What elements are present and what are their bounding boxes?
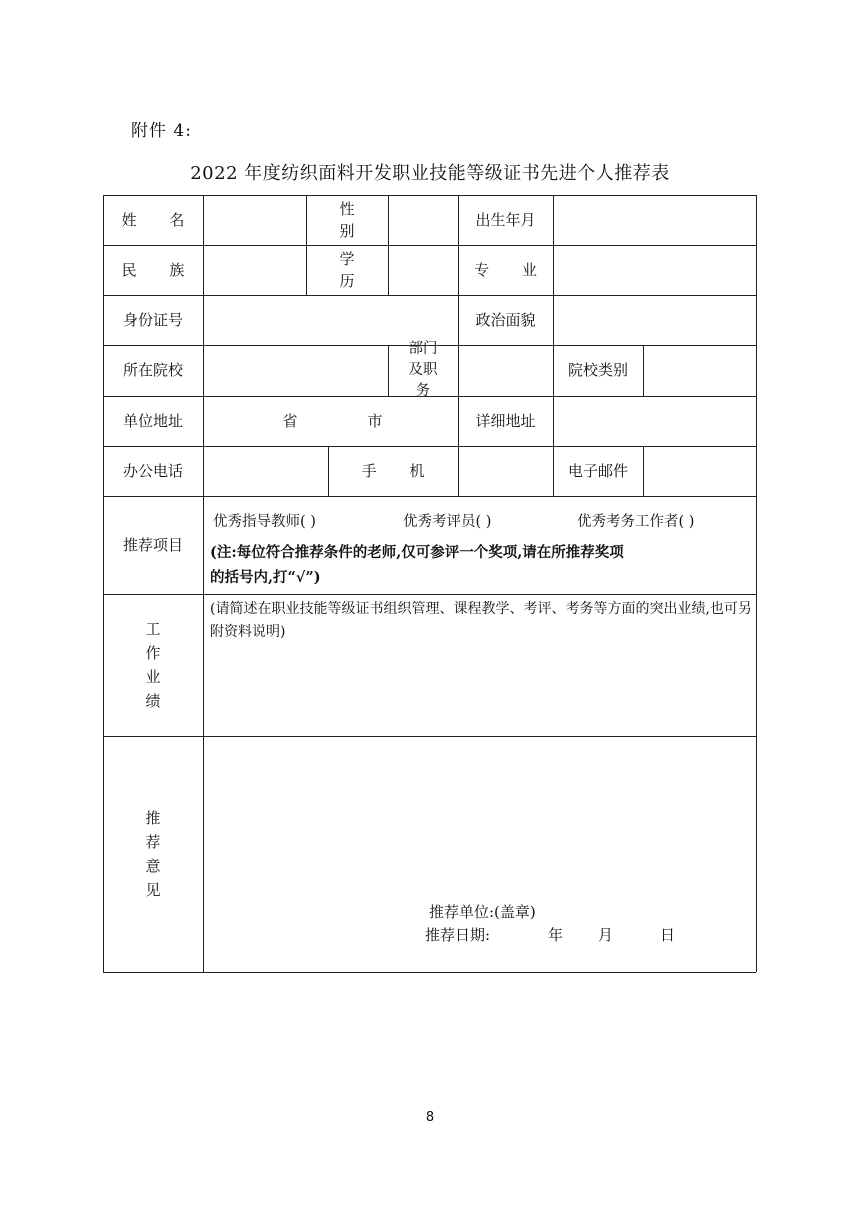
mobile-label: 手 机	[361, 461, 439, 480]
recommend-date-label: 推荐日期:	[425, 926, 491, 944]
birth-label: 出生年月	[475, 210, 536, 229]
detail-address-label: 详细地址	[475, 411, 536, 430]
table-border-right	[756, 195, 757, 972]
page-number: 8	[425, 1110, 435, 1125]
id-number-label: 身份证号	[122, 310, 183, 329]
table-border-bottom	[103, 972, 756, 973]
school-field[interactable]	[203, 345, 388, 396]
opinion-label: 推荐意见	[145, 809, 161, 899]
email-field[interactable]	[643, 446, 756, 496]
education-label: 学 历	[339, 249, 369, 290]
office-phone-label: 办公电话	[122, 461, 183, 480]
province-label: 省	[282, 411, 298, 430]
email-label: 电子邮件	[567, 461, 628, 480]
achievement-label: 工作业绩	[145, 620, 161, 710]
recommend-note-line1: (注:每位符合推荐条件的老师,仅可参评一个奖项,请在所推荐奖项	[210, 544, 624, 561]
politics-field[interactable]	[553, 295, 756, 345]
mobile-field[interactable]	[458, 446, 553, 496]
id-number-field[interactable]	[203, 295, 458, 345]
name-field[interactable]	[203, 195, 306, 245]
attachment-label: 附件 4:	[131, 121, 192, 141]
option-outstanding-affairs[interactable]: 优秀考务工作者( )	[577, 514, 695, 530]
gender-label: 性 别	[339, 199, 369, 240]
school-label: 所在院校	[122, 361, 183, 380]
address-label: 单位地址	[122, 411, 183, 430]
name-label: 姓 名	[121, 210, 199, 229]
ethnicity-field[interactable]	[203, 245, 306, 295]
school-type-field[interactable]	[643, 345, 756, 396]
office-phone-field[interactable]	[203, 446, 328, 496]
recommend-label: 推荐项目	[122, 535, 183, 554]
detail-address-field[interactable]	[553, 396, 756, 446]
option-outstanding-evaluator[interactable]: 优秀考评员( )	[403, 514, 492, 530]
major-label: 专 业	[474, 260, 551, 279]
school-type-label: 院校类别	[567, 361, 628, 380]
recommend-note-line2: 的括号内,打“√”)	[210, 569, 321, 586]
gender-field[interactable]	[388, 195, 458, 245]
birth-field[interactable]	[553, 195, 756, 245]
opinion-field[interactable]	[204, 737, 755, 897]
achievement-field[interactable]	[204, 645, 755, 735]
form-title: 2022 年度纺织面料开发职业技能等级证书先进个人推荐表	[190, 163, 670, 184]
date-day: 日	[660, 926, 676, 944]
dept-position-field[interactable]	[458, 345, 553, 396]
politics-label: 政治面貌	[475, 310, 536, 329]
date-month: 月	[598, 926, 614, 944]
education-field[interactable]	[388, 245, 458, 295]
dept-position-label: 部门及职务	[408, 341, 438, 399]
option-outstanding-teacher[interactable]: 优秀指导教师( )	[213, 514, 316, 530]
major-field[interactable]	[553, 245, 756, 295]
city-label: 市	[367, 411, 383, 430]
achievement-hint: (请简述在职业技能等级证书组织管理、课程教学、考评、考务等方面的突出业绩,也可另附资料说明)	[210, 601, 752, 640]
date-year: 年	[548, 926, 564, 944]
ethnicity-label: 民 族	[121, 260, 199, 279]
recommending-unit-seal: 推荐单位:(盖章)	[429, 903, 536, 921]
